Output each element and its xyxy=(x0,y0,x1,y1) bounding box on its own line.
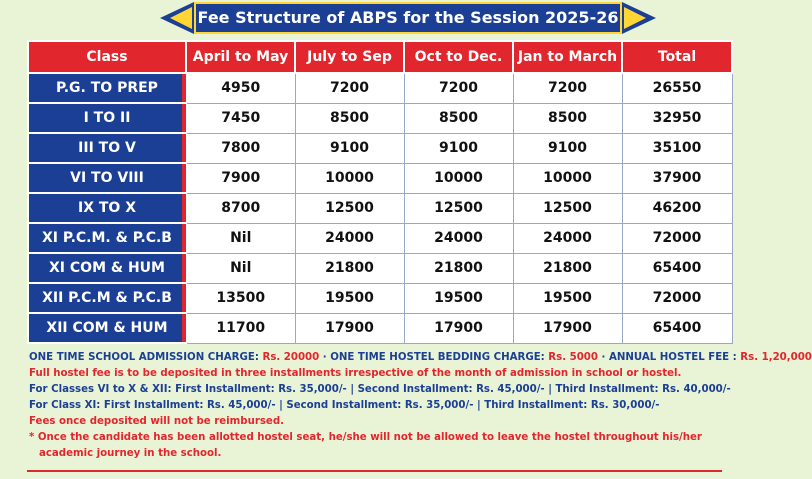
note-amount: Rs. 1,20,000 xyxy=(740,352,812,363)
fee-cell: 24000 xyxy=(295,223,404,253)
note-text: · ANNUAL HOSTEL FEE : xyxy=(597,352,741,363)
fee-cell: 12500 xyxy=(295,193,404,223)
fee-cell: 7900 xyxy=(186,163,295,193)
fee-cell: 7200 xyxy=(404,73,513,103)
note-text: ONE TIME SCHOOL ADMISSION CHARGE: xyxy=(29,352,263,363)
fee-cell: 9100 xyxy=(513,133,622,163)
class-name: I TO II xyxy=(28,103,186,133)
fee-cell: 8500 xyxy=(295,103,404,133)
fee-cell: 7200 xyxy=(295,73,404,103)
class-name: III TO V xyxy=(28,133,186,163)
fee-cell: 21800 xyxy=(513,253,622,283)
bottom-divider xyxy=(27,470,722,472)
table-row xyxy=(28,133,732,163)
total-cell: 35100 xyxy=(622,133,732,163)
table-row xyxy=(28,103,732,133)
fee-cell: 24000 xyxy=(513,223,622,253)
fee-cell: 12500 xyxy=(404,193,513,223)
fee-cell: 9100 xyxy=(404,133,513,163)
header-oct-to-dec: Oct to Dec. xyxy=(404,41,513,73)
hostel-fee-note: Full hostel fee is to be deposited in three installments irrespective of the month of admission in school or hostel. xyxy=(29,368,682,379)
fee-notes xyxy=(29,350,812,462)
class-name: XII COM & HUM xyxy=(28,313,186,343)
total-cell: 65400 xyxy=(622,313,732,343)
fee-table xyxy=(27,40,733,344)
class-name: P.G. TO PREP xyxy=(28,73,186,103)
one-time-charges-line xyxy=(29,350,812,366)
table-row xyxy=(28,283,732,313)
fee-cell: 10000 xyxy=(513,163,622,193)
table-row xyxy=(28,223,732,253)
note-amount: Rs. 20000 xyxy=(262,352,320,363)
right-arrow-icon xyxy=(622,2,656,34)
class-name: XII P.C.M & P.C.B xyxy=(28,283,186,313)
note-text: · ONE TIME HOSTEL BEDDING CHARGE: xyxy=(319,352,549,363)
fee-cell: 17900 xyxy=(513,313,622,343)
fee-cell: 9100 xyxy=(295,133,404,163)
fee-cell: 4950 xyxy=(186,73,295,103)
fee-cell: 7200 xyxy=(513,73,622,103)
left-arrow-icon xyxy=(160,2,194,34)
hostel-policy-note-cont: academic journey in the school. xyxy=(39,448,222,459)
fee-cell: 11700 xyxy=(186,313,295,343)
header-april-to-may: April to May xyxy=(186,41,295,73)
fee-cell: 19500 xyxy=(295,283,404,313)
fee-cell: 24000 xyxy=(404,223,513,253)
fee-cell: 7450 xyxy=(186,103,295,133)
fee-cell: 12500 xyxy=(513,193,622,223)
header-july-to-sep: July to Sep xyxy=(295,41,404,73)
note-amount: Rs. 5000 xyxy=(548,352,598,363)
total-cell: 72000 xyxy=(622,223,732,253)
header-jan-to-march: Jan to March xyxy=(513,41,622,73)
table-row xyxy=(28,163,732,193)
table-row xyxy=(28,193,732,223)
header-row xyxy=(28,41,732,73)
fee-cell: 8500 xyxy=(404,103,513,133)
total-cell: 72000 xyxy=(622,283,732,313)
fee-cell: 21800 xyxy=(404,253,513,283)
table-row xyxy=(28,313,732,343)
class-name: XI COM & HUM xyxy=(28,253,186,283)
total-cell: 26550 xyxy=(622,73,732,103)
title-banner xyxy=(160,2,656,34)
fee-cell: 17900 xyxy=(404,313,513,343)
fee-cell: 10000 xyxy=(295,163,404,193)
total-cell: 32950 xyxy=(622,103,732,133)
header-total: Total xyxy=(622,41,732,73)
page-title: Fee Structure of ABPS for the Session 2025-26 xyxy=(194,2,622,34)
fee-cell: Nil xyxy=(186,253,295,283)
fee-cell: 7800 xyxy=(186,133,295,163)
fee-cell: Nil xyxy=(186,223,295,253)
fee-cell: 17900 xyxy=(295,313,404,343)
total-cell: 37900 xyxy=(622,163,732,193)
no-refund-note: Fees once deposited will not be reimbursed. xyxy=(29,416,284,427)
class-name: VI TO VIII xyxy=(28,163,186,193)
fee-cell: 21800 xyxy=(295,253,404,283)
class-name: XI P.C.M. & P.C.B xyxy=(28,223,186,253)
header-class: Class xyxy=(28,41,186,73)
total-cell: 46200 xyxy=(622,193,732,223)
installment-note-xi: For Class XI: First Installment: Rs. 45,000/- | Second Installment: Rs. 35,000/- | Third Installment: Rs. 30,000/- xyxy=(29,400,660,411)
fee-cell: 13500 xyxy=(186,283,295,313)
total-cell: 65400 xyxy=(622,253,732,283)
fee-cell: 8700 xyxy=(186,193,295,223)
fee-cell: 8500 xyxy=(513,103,622,133)
installment-note-vi-to-xii: For Classes VI to X & XII: First Installment: Rs. 35,000/- | Second Installment: Rs. 45,000/- | Third Installment: Rs. 40,000/- xyxy=(29,384,731,395)
hostel-policy-note: * Once the candidate has been allotted hostel seat, he/she will not be allowed to leave the hostel throughout his/her xyxy=(29,432,702,443)
table-row xyxy=(28,73,732,103)
fee-cell: 19500 xyxy=(404,283,513,313)
fee-cell: 19500 xyxy=(513,283,622,313)
fee-cell: 10000 xyxy=(404,163,513,193)
table-row xyxy=(28,253,732,283)
class-name: IX TO X xyxy=(28,193,186,223)
